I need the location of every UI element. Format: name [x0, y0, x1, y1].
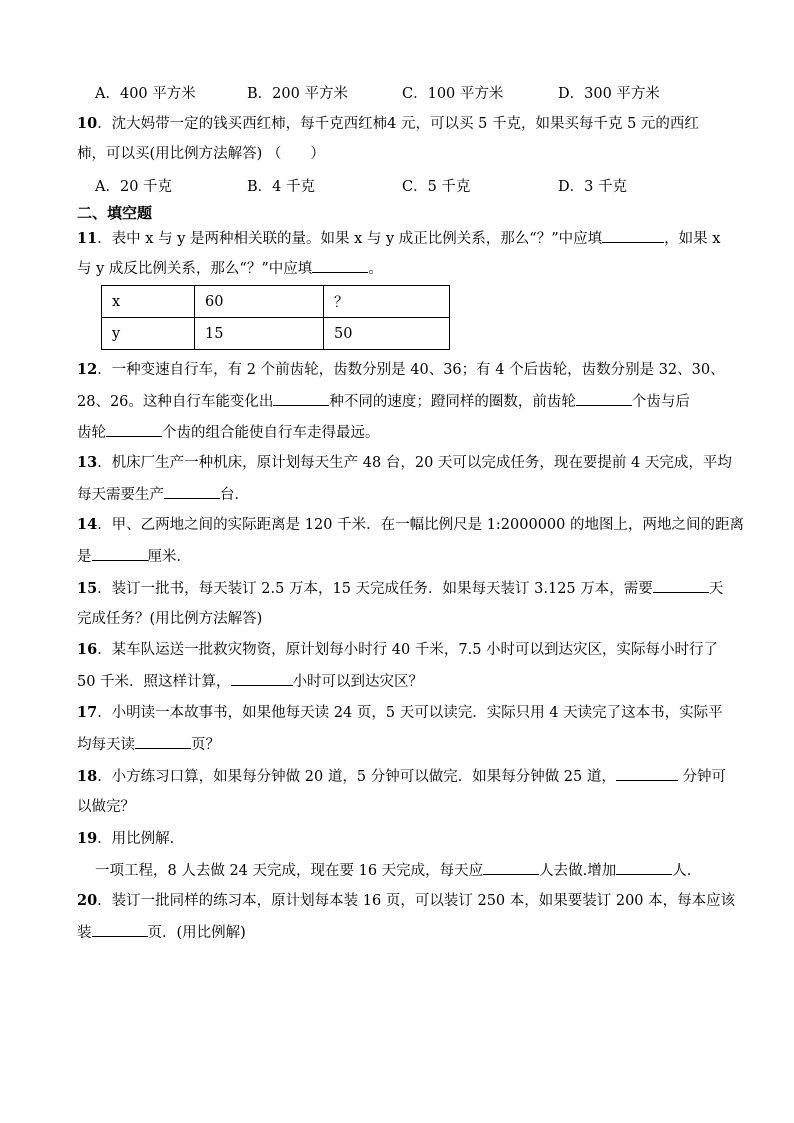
q11-table	[101, 285, 450, 350]
q18-text-1a: ．小方练习口算，如果每分钟做 20 道，5 分钟可以做完．如果每分钟做 25 道，	[97, 769, 616, 785]
q9-choice-c: C．100 平方米	[402, 86, 504, 102]
q12-line2	[77, 391, 690, 412]
q11-text-1a: ．表中 x 与 y 是两种相关联的量。如果 x 与 y 成正比例关系，那么“？”中应填	[97, 231, 603, 247]
q14-text-1: ．甲、乙两地之间的实际距离是 120 千米．在一幅比例尺是 1:2000000 的地图上，两地之间的距离	[97, 517, 744, 533]
q12-text-3b: 个齿的组合能使自行车走得最远。	[162, 425, 380, 441]
q10-choice-a: A．20 千克	[95, 179, 173, 195]
q15-blank[interactable]	[653, 578, 709, 593]
q16-line1	[77, 640, 718, 660]
q12-text-1: ．一种变速自行车，有 2 个前齿轮，齿数分别是 40、36；有 4 个后齿轮，齿数分别是 32、30、	[97, 362, 725, 378]
q12-blank-3[interactable]	[106, 422, 162, 437]
q16-blank[interactable]	[231, 671, 293, 686]
q19-text-2b: 人去做.增加	[539, 863, 617, 879]
q9-choice-a: A．400 平方米	[95, 86, 196, 102]
q14-line2	[77, 546, 191, 567]
q18-line2	[77, 797, 135, 817]
q10-text-2: 柿，可以买(用比例方法解答) （ ）	[77, 146, 325, 162]
q11-blank-1[interactable]	[602, 228, 664, 243]
table-cell: ？	[324, 286, 450, 318]
section-heading-fill-in: 二、填空题	[77, 204, 153, 222]
q20-line1	[77, 891, 735, 911]
q19-text-1: ．用比例解．	[97, 831, 185, 847]
q12-line3	[77, 422, 380, 443]
q13-line2	[77, 484, 249, 505]
table-row	[102, 318, 450, 350]
q13-number: 13	[77, 454, 98, 471]
q10-line2	[77, 144, 325, 164]
q12-number: 12	[77, 361, 98, 378]
q16-line2	[77, 671, 423, 692]
q16-text-1: ．某车队运送一批救灾物资，原计划每小时行 40 千米，7.5 小时可以到达灾区，实际每小时行了	[97, 642, 719, 658]
table-cell: 50	[324, 318, 450, 350]
q17-blank[interactable]	[135, 734, 191, 749]
q16-text-2b: 小时可以到达灾区？	[292, 674, 424, 690]
q18-line1	[77, 766, 726, 787]
q20-text-2b: 页．(用比例解)	[147, 925, 246, 941]
q16-text-2a: 50 千米．照这样计算，	[77, 674, 231, 690]
q13-text-1: ．机床厂生产一种机床，原计划每天生产 48 台，20 天可以完成任务，现在要提前 4 天完成，平均	[97, 455, 732, 471]
q11-text-1b: ，如果 x	[664, 231, 721, 247]
q18-text-1b: 分钟可	[677, 769, 726, 785]
q12-blank-1[interactable]	[273, 391, 329, 406]
q17-line1	[77, 703, 723, 723]
q17-text-2a: 均每天读	[77, 737, 135, 753]
q19-text-2a: 一项工程，8 人去做 24 天完成，现在要 16 天完成，每天应	[95, 863, 484, 879]
table-cell: 15	[195, 318, 324, 350]
table-cell: y	[102, 318, 195, 350]
q13-text-2a: 每天需要生产	[77, 487, 164, 503]
q20-text-2a: 装	[77, 925, 92, 941]
q11-number: 11	[77, 230, 98, 247]
q17-text-1: ．小明读一本故事书，如果他每天读 24 页，5 天可以读完．实际只用 4 天读完了这本书，实际平	[97, 705, 723, 721]
q10-choice-c: C．5 千克	[402, 179, 471, 195]
q17-line2	[77, 734, 220, 755]
table-cell: 60	[195, 286, 324, 318]
q15-text-2: 完成任务？(用比例方法解答)	[77, 611, 263, 627]
q19-text-2c: 人．	[672, 863, 702, 879]
q11-line2	[77, 258, 383, 279]
q18-number: 18	[77, 768, 98, 785]
q13-text-2b: 台．	[220, 487, 249, 503]
q9-choice-b: B．200 平方米	[247, 86, 348, 102]
q13-line1	[77, 453, 732, 473]
q17-number: 17	[77, 704, 98, 721]
q16-number: 16	[77, 641, 98, 658]
q10-text-1: ．沈大妈带一定的钱买西红柿，每千克西红柿4 元，可以买 5 千克，如果买每千克 5 元的西红	[97, 116, 699, 132]
q11-text-2b: 。	[368, 261, 383, 277]
q10-number: 10	[77, 115, 98, 132]
q11-line1	[77, 228, 720, 249]
q10-choice-d: D．3 千克	[558, 179, 627, 195]
q18-blank[interactable]	[616, 766, 678, 781]
table-row	[102, 286, 450, 318]
q12-blank-2[interactable]	[576, 391, 632, 406]
q9-choice-d: D．300 平方米	[558, 86, 660, 102]
q19-line1	[77, 829, 184, 849]
q10-choices	[95, 175, 735, 195]
q14-text-2b: 厘米．	[147, 549, 191, 565]
q13-blank[interactable]	[164, 484, 220, 499]
q12-line1	[77, 360, 725, 380]
q9-choices	[95, 82, 735, 102]
q12-text-2c: 个齿与后	[631, 394, 690, 410]
q10-choice-b: B．4 千克	[247, 179, 315, 195]
q15-line1	[77, 578, 723, 599]
q14-blank[interactable]	[92, 546, 148, 561]
q11-text-2a: 与 y 成反比例关系，那么“？”中应填	[77, 261, 313, 277]
q20-number: 20	[77, 892, 98, 909]
q11-blank-2[interactable]	[312, 258, 368, 273]
q12-text-2b: 种不同的速度；蹬同样的圈数，前齿轮	[329, 394, 576, 410]
q15-text-1a: ．装订一批书，每天装订 2.5 万本，15 天完成任务．如果每天装订 3.125 万本，需要	[97, 581, 653, 597]
q12-text-2a: 28、26。这种自行车能变化出	[77, 394, 274, 410]
q15-text-1b: 天	[708, 581, 724, 597]
q20-blank[interactable]	[92, 922, 148, 937]
q20-line2	[77, 922, 246, 943]
q20-text-1: ．装订一批同样的练习本，原计划每本装 16 页，可以装订 250 本，如果要装订 200 本，每本应该	[97, 893, 736, 909]
q19-line2	[95, 860, 701, 881]
q14-number: 14	[77, 516, 98, 533]
q14-text-2a: 是	[77, 549, 92, 565]
q17-text-2b: 页？	[191, 737, 220, 753]
q19-blank-1[interactable]	[483, 860, 539, 875]
q18-text-2: 以做完？	[77, 799, 135, 815]
q14-line1	[77, 515, 744, 535]
table-cell: x	[102, 286, 195, 318]
q10-line1	[77, 114, 699, 134]
q19-number: 19	[77, 830, 98, 847]
q15-number: 15	[77, 580, 98, 597]
q15-line2	[77, 609, 262, 629]
q19-blank-2[interactable]	[616, 860, 672, 875]
q12-text-3a: 齿轮	[77, 425, 106, 441]
